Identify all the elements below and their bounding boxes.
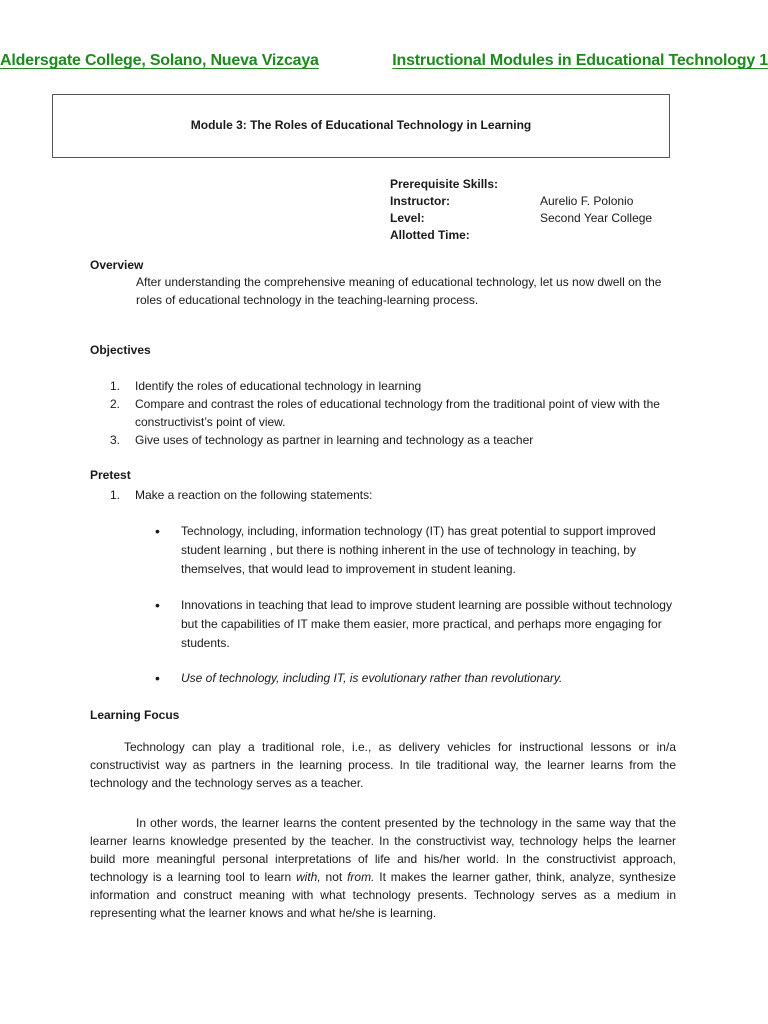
learning-focus-heading: Learning Focus (90, 708, 180, 722)
objective-number: 2. (110, 397, 121, 411)
paragraph-text: In other words, the learner learns the content presented by the technology in the same way that the learner learns knowledge presented by the teacher. In the constructivist way, technology helps the learner build more meaningful personal interpretations of life and his/her world. In the constructivist approach, technology is a learning tool to learn (90, 816, 676, 884)
overview-heading: Overview (90, 258, 144, 272)
objectives-heading: Objectives (90, 343, 151, 357)
info-label: Prerequisite Skills: (390, 177, 499, 191)
pretest-statement (155, 522, 675, 579)
overview-line: After understanding the comprehensive meaning of educational technology, let us now dwell on the (136, 275, 662, 289)
info-label: Allotted Time: (390, 228, 470, 242)
statement-text: Innovations in teaching that lead to improve student learning are possible without technology but the capabilities of IT make them easier, more practical, and perhaps more engaging for students. (181, 598, 672, 650)
statement-text: Technology, including, information technology (IT) has great potential to support improved student learning , but there is nothing inherent in the use of technology in teaching, by themselves, that would lead to improvement in student leaning. (181, 524, 656, 576)
pretest-statement (155, 669, 675, 688)
objective-text: Identify the roles of educational technology in learning (135, 379, 422, 393)
emphasis-text: from. (347, 870, 375, 884)
pretest-heading: Pretest (90, 468, 131, 482)
bullet-icon: • (155, 523, 160, 539)
header-college-name: Aldersgate College, Solano, Nueva Vizcaya (0, 52, 319, 69)
learning-focus-paragraph: Technology can play a traditional role, i.e., as delivery vehicles for instructional lessons or in/a constructivist way as partners in the learning process. In tile traditional way, the learner learns from the technology and the technology serves as a teacher. (90, 740, 676, 790)
overview-line: roles of educational technology in the teaching-learning process. (136, 293, 479, 307)
pretest-statement (155, 596, 675, 653)
module-title: Module 3: The Roles of Educational Technology in Learning (190, 118, 532, 132)
bullet-icon: • (155, 597, 160, 613)
emphasis-text: with, (296, 870, 321, 884)
bullet-icon: • (155, 670, 160, 686)
info-label: Instructor: (390, 194, 450, 208)
info-row-instructor (390, 193, 652, 210)
learning-focus-paragraph (90, 814, 676, 922)
objective-text: Give uses of technology as partner in learning and technology as a teacher (135, 433, 534, 447)
objective-item (110, 431, 690, 449)
pretest-text: Make a reaction on the following statements: (135, 488, 373, 502)
statement-text: Use of technology, including IT, is evolutionary rather than revolutionary. (181, 671, 563, 685)
objective-number: 1. (110, 379, 121, 393)
overview-text (136, 273, 696, 309)
header-module-series: Instructional Modules in Educational Technology 1 (392, 52, 768, 69)
module-title-box (52, 94, 670, 158)
info-row-level (390, 210, 652, 227)
objective-text: Compare and contrast the roles of educational technology from the traditional point of view with the constructivist’s point of view. (135, 397, 660, 429)
paragraph-text: not (320, 870, 348, 884)
info-row-prerequisite (390, 176, 652, 193)
pretest-item (110, 486, 690, 504)
objective-item (110, 377, 690, 395)
objective-item (110, 395, 690, 431)
module-info-table (390, 176, 652, 244)
info-value: Second Year College (540, 211, 653, 225)
info-value: Aurelio F. Polonio (540, 194, 634, 208)
info-label: Level: (390, 211, 425, 225)
pretest-number: 1. (110, 488, 121, 502)
info-row-allotted-time (390, 227, 652, 244)
objective-number: 3. (110, 433, 121, 447)
paragraph-text: It makes the learner gather, think, analyze, synthesize information and construct meaning with what technology presents. Technology serves as a medium in representing what the learner knows and what he/she is learning. (90, 870, 676, 920)
